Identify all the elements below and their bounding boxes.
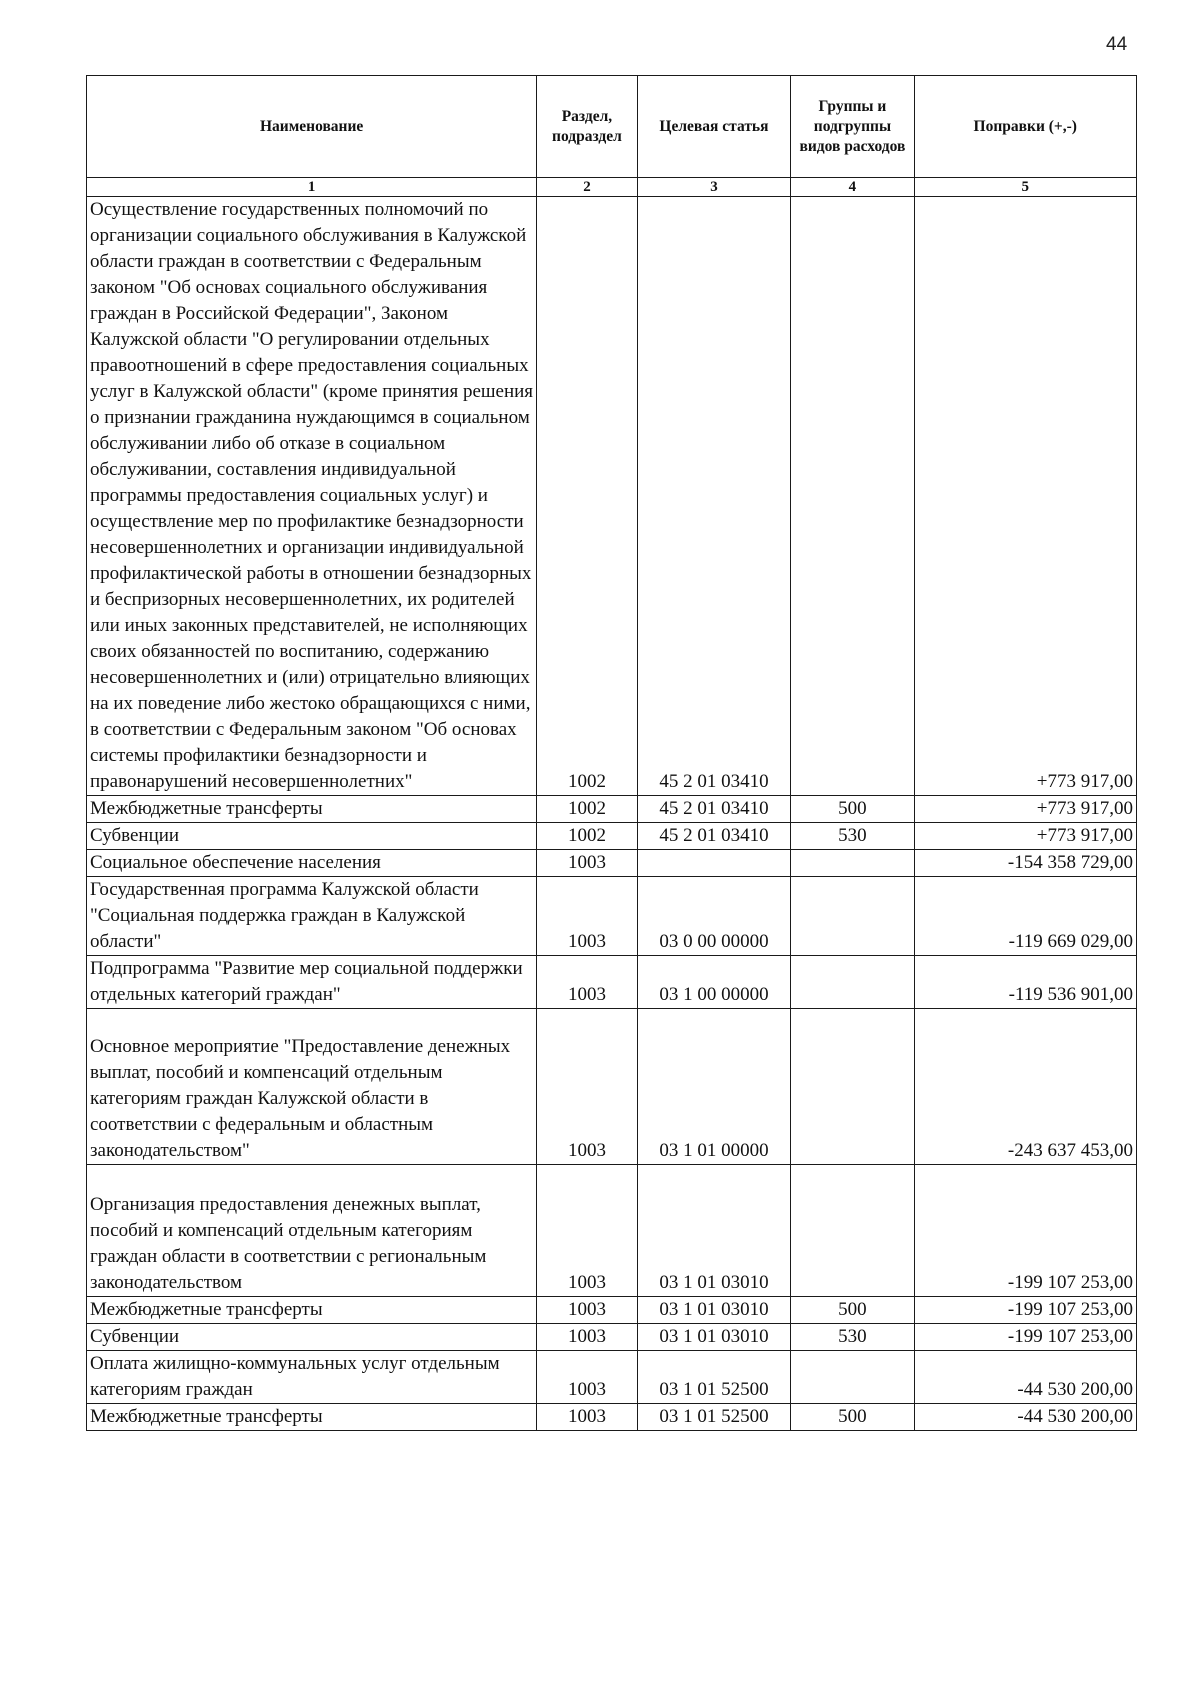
row-name: Государственная программа Калужской области "Социальная поддержка граждан в Калужской области" bbox=[87, 877, 537, 956]
row-target-article: 03 1 01 52500 bbox=[637, 1404, 791, 1431]
table-row bbox=[87, 796, 1137, 823]
row-amount: -44 530 200,00 bbox=[914, 1351, 1136, 1404]
table-row bbox=[87, 1404, 1137, 1431]
row-section: 1003 bbox=[537, 1351, 637, 1404]
row-section: 1003 bbox=[537, 956, 637, 1009]
table-row bbox=[87, 1324, 1137, 1351]
row-section: 1003 bbox=[537, 877, 637, 956]
table-row bbox=[87, 877, 1137, 956]
table-row bbox=[87, 823, 1137, 850]
row-expense-type bbox=[791, 956, 914, 1009]
column-number: 5 bbox=[914, 178, 1136, 197]
table-row bbox=[87, 1165, 1137, 1297]
row-expense-type: 530 bbox=[791, 823, 914, 850]
row-amount: +773 917,00 bbox=[914, 796, 1136, 823]
row-section: 1002 bbox=[537, 823, 637, 850]
column-number: 2 bbox=[537, 178, 637, 197]
row-section: 1002 bbox=[537, 796, 637, 823]
row-amount: -243 637 453,00 bbox=[914, 1009, 1136, 1165]
row-target-article: 03 1 01 03010 bbox=[637, 1297, 791, 1324]
table-row bbox=[87, 197, 1137, 796]
row-name: Межбюджетные трансферты bbox=[87, 796, 537, 823]
table-row bbox=[87, 1351, 1137, 1404]
row-expense-type: 500 bbox=[791, 796, 914, 823]
row-name: Оплата жилищно-коммунальных услуг отдельным категориям граждан bbox=[87, 1351, 537, 1404]
row-amount: -44 530 200,00 bbox=[914, 1404, 1136, 1431]
table-row bbox=[87, 1297, 1137, 1324]
row-target-article: 45 2 01 03410 bbox=[637, 796, 791, 823]
table-row bbox=[87, 956, 1137, 1009]
row-name: Организация предоставления денежных выплат, пособий и компенсаций отдельным категориям граждан области в соответствии с региональным законодательством bbox=[87, 1165, 537, 1297]
row-name: Социальное обеспечение населения bbox=[87, 850, 537, 877]
row-target-article: 45 2 01 03410 bbox=[637, 197, 791, 796]
header-section: Раздел, подраздел bbox=[537, 76, 637, 178]
header-name: Наименование bbox=[87, 76, 537, 178]
row-section: 1003 bbox=[537, 1404, 637, 1431]
column-number: 3 bbox=[637, 178, 791, 197]
row-expense-type: 530 bbox=[791, 1324, 914, 1351]
row-amount: +773 917,00 bbox=[914, 197, 1136, 796]
row-amount: -199 107 253,00 bbox=[914, 1165, 1136, 1297]
row-expense-type bbox=[791, 197, 914, 796]
column-number: 1 bbox=[87, 178, 537, 197]
row-section: 1002 bbox=[537, 197, 637, 796]
row-name: Подпрограмма "Развитие мер социальной поддержки отдельных категорий граждан" bbox=[87, 956, 537, 1009]
row-expense-type: 500 bbox=[791, 1404, 914, 1431]
row-amount: -119 669 029,00 bbox=[914, 877, 1136, 956]
row-section: 1003 bbox=[537, 1297, 637, 1324]
row-name: Межбюджетные трансферты bbox=[87, 1297, 537, 1324]
column-number-row bbox=[87, 178, 1137, 197]
header-target-article: Целевая статья bbox=[637, 76, 791, 178]
row-amount: +773 917,00 bbox=[914, 823, 1136, 850]
table-row bbox=[87, 850, 1137, 877]
row-name: Субвенции bbox=[87, 1324, 537, 1351]
table-row bbox=[87, 1009, 1137, 1165]
header-amendments: Поправки (+,-) bbox=[914, 76, 1136, 178]
row-name: Основное мероприятие "Предоставление денежных выплат, пособий и компенсаций отдельным категориям граждан Калужской области в соответствии с федеральным и областным законодательством" bbox=[87, 1009, 537, 1165]
row-expense-type bbox=[791, 1165, 914, 1297]
row-section: 1003 bbox=[537, 1165, 637, 1297]
row-expense-type bbox=[791, 850, 914, 877]
budget-amendments-table bbox=[86, 75, 1137, 1431]
row-name: Межбюджетные трансферты bbox=[87, 1404, 537, 1431]
column-number: 4 bbox=[791, 178, 914, 197]
page-number: 44 bbox=[1106, 34, 1128, 55]
row-target-article: 03 1 01 00000 bbox=[637, 1009, 791, 1165]
table-header-row bbox=[87, 76, 1137, 178]
row-target-article: 03 1 01 03010 bbox=[637, 1165, 791, 1297]
row-amount: -154 358 729,00 bbox=[914, 850, 1136, 877]
row-target-article: 03 1 01 03010 bbox=[637, 1324, 791, 1351]
row-expense-type bbox=[791, 877, 914, 956]
row-section: 1003 bbox=[537, 1324, 637, 1351]
row-section: 1003 bbox=[537, 1009, 637, 1165]
row-section: 1003 bbox=[537, 850, 637, 877]
header-expense-type: Группы и подгруппы видов расходов bbox=[791, 76, 914, 178]
row-target-article: 03 1 01 52500 bbox=[637, 1351, 791, 1404]
row-name: Осуществление государственных полномочий по организации социального обслуживания в Калужской области граждан в соответствии с Федеральным законом "Об основах социального обслуживания граждан в Российской Федерации", Законом Калужской области "О регулировании отдельных правоотношений в сфере предоставления социальных услуг в Калужской области" (кроме принятия решения о признании гражданина нуждающимся в социальном обслуживании либо об отказе в социальном обслуживании, составления индивидуальной программы предоставления социальных услуг) и осуществление мер по профилактике безнадзорности несовершеннолетних и организации индивидуальной профилактической работы в отношении безнадзорных и беспризорных несовершеннолетних, их родителей или иных законных представителей, не исполняющих своих обязанностей по воспитанию, содержанию несовершеннолетних и (или) отрицательно влияющих на их поведение либо жестоко обращающихся с ними, в соответствии с Федеральным законом "Об основах системы профилактики безнадзорности и правонарушений несовершеннолетних" bbox=[87, 197, 537, 796]
row-amount: -119 536 901,00 bbox=[914, 956, 1136, 1009]
row-amount: -199 107 253,00 bbox=[914, 1324, 1136, 1351]
row-target-article bbox=[637, 850, 791, 877]
row-expense-type bbox=[791, 1009, 914, 1165]
row-amount: -199 107 253,00 bbox=[914, 1297, 1136, 1324]
row-name: Субвенции bbox=[87, 823, 537, 850]
row-target-article: 03 0 00 00000 bbox=[637, 877, 791, 956]
row-target-article: 03 1 00 00000 bbox=[637, 956, 791, 1009]
row-target-article: 45 2 01 03410 bbox=[637, 823, 791, 850]
row-expense-type bbox=[791, 1351, 914, 1404]
row-expense-type: 500 bbox=[791, 1297, 914, 1324]
